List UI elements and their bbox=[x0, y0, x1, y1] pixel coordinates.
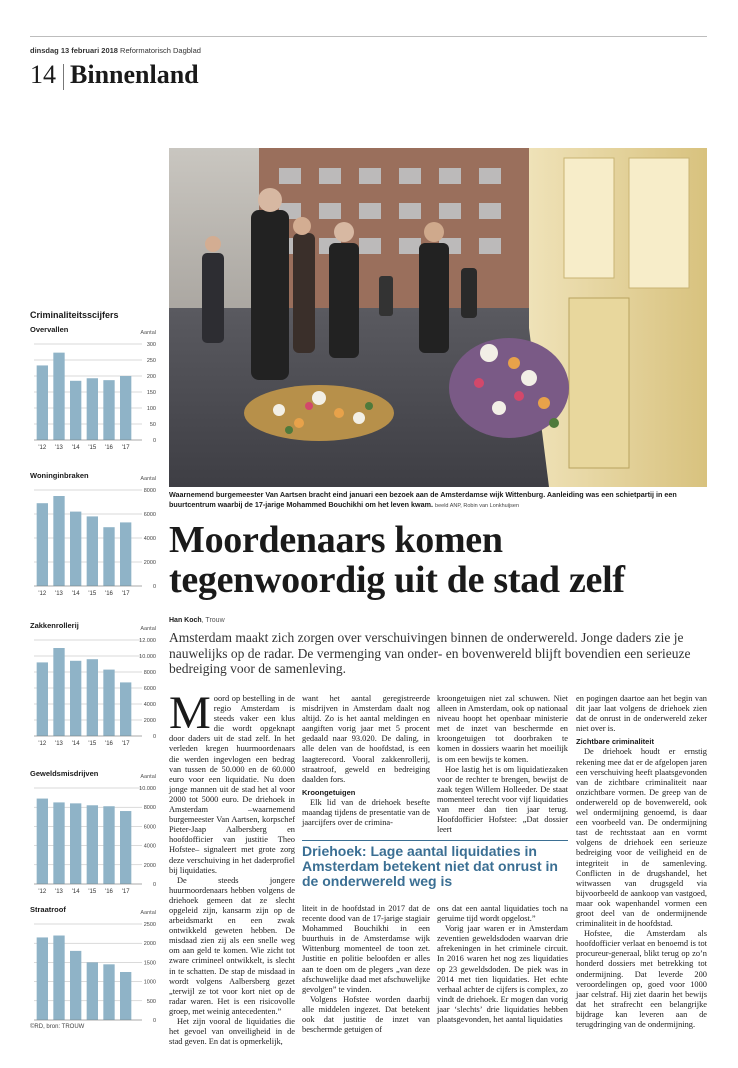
article-column-3: kroongetuigen niet zal schuwen. Niet alleen in Amsterdam, ook op nationaal niveau hoopt het openbaar ministerie met de inzet van beschermde en kroongetuigen tot doorbraken te komen in dossiers waarin het moeilijk is om een bewijs te komen. Hoe lastig het is om liquidatiezaken voor de rechter te brengen, bewijst de zaak tegen Willem Holleeder. De staat momenteel terecht voor vijf liquidaties van meer dan tien jaar terug. Hoofdofficier Hofstee: „Dat dossier leert bbox=[437, 694, 568, 835]
x-tick-label: '12 bbox=[38, 591, 47, 597]
y-tick-label: 0 bbox=[152, 584, 156, 590]
bar-overvallen-17 bbox=[120, 376, 131, 440]
photo-illustration bbox=[169, 148, 707, 487]
x-tick-label: '12 bbox=[38, 889, 47, 895]
bar-overvallen-12 bbox=[37, 365, 48, 440]
top-rule bbox=[30, 36, 707, 37]
bar-geweldsmisdrijven-16 bbox=[103, 806, 114, 884]
y-tick-label: 6000 bbox=[143, 686, 156, 692]
y-tick-label: 8000 bbox=[143, 670, 156, 676]
bar-woninginbraken-14 bbox=[70, 512, 81, 586]
x-tick-label: '13 bbox=[55, 445, 63, 451]
bar-zakkenrollerij-14 bbox=[70, 661, 81, 736]
bar-geweldsmisdrijven-14 bbox=[70, 803, 81, 884]
y-tick-label: 300 bbox=[146, 342, 156, 348]
bar-geweldsmisdrijven-15 bbox=[87, 805, 98, 884]
x-tick-label: '16 bbox=[105, 445, 113, 451]
x-tick-label: '15 bbox=[88, 741, 97, 747]
y-tick-label: 4000 bbox=[143, 843, 156, 850]
x-tick-label: '16 bbox=[105, 889, 113, 895]
chart-title-overvallen: Overvallen bbox=[30, 325, 69, 334]
y-tick-label: 4000 bbox=[143, 702, 156, 708]
subheading-zichtbare-criminaliteit: Zichtbare criminaliteit bbox=[576, 737, 654, 747]
y-tick-label: 12.000 bbox=[139, 638, 156, 644]
bar-zakkenrollerij-13 bbox=[53, 648, 64, 736]
x-tick-label: '14 bbox=[71, 445, 80, 451]
y-tick-label: 8000 bbox=[143, 488, 156, 494]
article-column-2: want het aantal geregistreerde misdrijven in Amsterdam daalt nog altijd. Zo is het aantal meldingen en aangiften vorig jaar met 5 procent gedaald naar 93.020. De daling, in alle delen van de hoofdstad, is een laagterecord. Vooral zakkenrollerij, straatroof, geweld en bedreiging daalden fors. Kroongetuigen Elk lid van de driehoek besefte maandag tijdens de presentatie van de jaarcijfers over de crimina- bbox=[302, 694, 430, 828]
x-tick-label: '17 bbox=[121, 741, 130, 747]
y-tick-label: 2500 bbox=[143, 922, 156, 928]
sidebar-title: Criminaliteitsscijfers bbox=[30, 310, 119, 320]
chart-title-straatroof: Straatroof bbox=[30, 905, 66, 914]
x-tick-label: '17 bbox=[121, 889, 130, 895]
pull-quote: Driehoek: Lage aantal liquidaties in Amsterdam betekent niet dat onrust in de onderwereld weg is bbox=[302, 840, 568, 889]
x-tick-label: '17 bbox=[121, 591, 130, 597]
dateline: dinsdag 13 februari 2018 Reformatorisch Dagblad bbox=[30, 46, 201, 55]
x-tick-label: '14 bbox=[71, 591, 80, 597]
page-number: 14 bbox=[30, 60, 56, 89]
bar-straatroof-12 bbox=[37, 937, 48, 1020]
article-column-4: en pogingen daartoe aan het begin van dit jaar laat volgens de driehoek zien dat de onrust in de onderwereld zeker niet over is. Zichtbare criminaliteit De driehoek houdt er ernstig rekening mee dat er de afgelopen jaren een verschuiving heeft plaatsgevonden van de zichtbare criminaliteit naar onzichtbare vormen. De greep van de onderwereld op de bovenwereld, ook wel ondermijning genoemd, is daar een voorbeeld van. De ondermijning tast de rechtsstaat aan en vormt volgens de driehoek een serieuze bedreiging voor de veiligheid en de integriteit in de samenleving. Conflicten in de drugshandel, het witwassen van drugsgeld via bijvoorbeeld de aankoop van vastgoed, maar ook wapenhandel vormen een groot deel van de ondermijnende criminaliteit in de hoofdstad. Hofstee, die Amsterdam als hoofdofficier verlaat en benoemd is tot procureur-generaal, blikt terug op zo’n honderd dossiers met betrekking tot ondermijning. Dat leverde 200 veroordelingen op, goed voor 1000 jaar celstraf. Hij ziet daarin het bewijs dat het strafrecht een belangrijke bijdrage kan leveren aan de terugdringing van de ondermijning. bbox=[576, 694, 707, 1029]
chart-ylabel-overvallen: Aantal bbox=[140, 330, 156, 336]
y-tick-label: 2000 bbox=[143, 862, 156, 869]
x-tick-label: '12 bbox=[38, 741, 47, 747]
x-tick-label: '15 bbox=[88, 591, 97, 597]
x-tick-label: '15 bbox=[88, 889, 97, 895]
y-tick-label: 10.000 bbox=[139, 654, 156, 660]
headline-line-2: tegenwoordig uit de stad zelf bbox=[169, 559, 625, 601]
x-tick-label: '16 bbox=[105, 741, 113, 747]
x-tick-label: '13 bbox=[55, 889, 63, 895]
y-tick-label: 200 bbox=[146, 374, 156, 380]
y-tick-label: 0 bbox=[152, 734, 156, 740]
y-tick-label: 1000 bbox=[143, 979, 156, 986]
chart-ylabel-straatroof: Aantal bbox=[140, 910, 156, 916]
section-divider bbox=[63, 64, 64, 90]
y-tick-label: 100 bbox=[146, 406, 156, 412]
y-tick-label: 0 bbox=[152, 438, 156, 444]
crime-charts bbox=[30, 322, 162, 1022]
y-tick-label: 0 bbox=[152, 1018, 156, 1022]
bar-straatroof-14 bbox=[70, 951, 81, 1020]
chart-title-geweldsmisdrijven: Geweldsmisdrijven bbox=[30, 769, 99, 778]
y-tick-label: 2000 bbox=[143, 941, 156, 948]
bar-woninginbraken-12 bbox=[37, 503, 48, 586]
chart-title-woninginbraken: Woninginbraken bbox=[30, 471, 89, 480]
y-tick-label: 6000 bbox=[143, 824, 156, 831]
bar-straatroof-13 bbox=[53, 936, 64, 1020]
chart-ylabel-zakkenrollerij: Aantal bbox=[140, 626, 156, 632]
article-column-3-lower: ons dat een aantal liquidaties toch na geruime tijd wordt opgelost.” Vorig jaar waren er in Amsterdam zeventien geweldsdoden waarvan drie afrekeningen in het criminele circuit. In 2016 waren het nog zes liquidaties op 23 geweldsdoden. De piek was in 2014 met tien liquidaties. Het echte verhaal achter de cijfers is complex, zo vindt de driehoek. Er mogen dan vorig jaar ‘slechts’ drie liquidaties hebben plaatsgevonden, het aantal liquidaties bbox=[437, 904, 568, 1025]
bar-geweldsmisdrijven-17 bbox=[120, 811, 131, 884]
bar-woninginbraken-17 bbox=[120, 522, 131, 586]
chart-source: ©RD, bron: TROUW bbox=[30, 1024, 85, 1030]
y-tick-label: 1500 bbox=[143, 960, 156, 967]
news-photo bbox=[169, 148, 707, 487]
y-tick-label: 150 bbox=[146, 390, 156, 396]
x-tick-label: '13 bbox=[55, 741, 63, 747]
bar-zakkenrollerij-12 bbox=[37, 662, 48, 736]
bar-straatroof-17 bbox=[120, 972, 131, 1020]
drop-cap: M bbox=[169, 687, 211, 739]
x-tick-label: '16 bbox=[105, 591, 113, 597]
y-tick-label: 6000 bbox=[143, 512, 156, 518]
bar-woninginbraken-16 bbox=[103, 527, 114, 586]
photo-caption: Waarnemend burgemeester Van Aartsen bracht eind januari een bezoek aan de Amsterdamse wijk Wittenburg. Aanleiding was een schietpartij in een buurtcentrum waarbij de 17-jarige Mohammed Bouchikhi om het leven kwam. beeld ANP, Robin van Lonkhuijsen bbox=[169, 490, 677, 509]
x-tick-label: '17 bbox=[121, 445, 130, 451]
bar-zakkenrollerij-15 bbox=[87, 659, 98, 736]
y-tick-label: 4000 bbox=[143, 536, 156, 542]
article-column-2-lower: liteit in de hoofdstad in 2017 dat de recente dood van de 17-jarige stagiair Mohammed Bouchikhi in een buurthuis in de Amsterdamse wijk Wittenburg momenteel de toon zet. Justitie en politie beloofden er alles aan te doen om de plegers „van deze afschuwelijke daad met afschuwelijke gevolgen” te vinden. Volgens Hofstee worden daarbij alle middelen ingezet. Dat betekent ook dat justitie de inzet van beschermde getuigen of bbox=[302, 904, 430, 1035]
headline bbox=[169, 520, 709, 600]
bar-geweldsmisdrijven-13 bbox=[53, 802, 64, 884]
y-tick-label: 2000 bbox=[143, 718, 156, 724]
bar-overvallen-13 bbox=[53, 353, 64, 440]
section-title: Binnenland bbox=[70, 60, 199, 89]
bar-woninginbraken-13 bbox=[53, 496, 64, 586]
chart-ylabel-geweldsmisdrijven: Aantal bbox=[140, 774, 156, 780]
y-tick-label: 250 bbox=[146, 358, 156, 364]
x-tick-label: '12 bbox=[38, 445, 47, 451]
y-tick-label: 500 bbox=[146, 998, 156, 1005]
x-tick-label: '15 bbox=[88, 445, 97, 451]
y-tick-label: 2000 bbox=[143, 560, 156, 566]
chart-title-zakkenrollerij: Zakkenrollerij bbox=[30, 621, 79, 630]
bar-overvallen-14 bbox=[70, 381, 81, 440]
x-tick-label: '14 bbox=[71, 889, 80, 895]
y-tick-label: 50 bbox=[149, 422, 156, 428]
x-tick-label: '14 bbox=[71, 741, 80, 747]
y-tick-label: 8000 bbox=[143, 805, 156, 812]
bar-overvallen-15 bbox=[87, 378, 98, 440]
x-tick-label: '13 bbox=[55, 591, 63, 597]
intro: Amsterdam maakt zich zorgen over verschuivingen binnen de onderwereld. Jonge daders zie je nauwelijks op de radar. De vermenging van onder- en bovenwereld blijft bovendien een serieuze bedreiging voor de samenleving. bbox=[169, 630, 691, 676]
article-column-1: M oord op bestelling in de regio Amsterdam is steeds vaker een klus die wordt opgeknapt door daders uit de stad zelf. In het verleden kregen huurmoordenaars die werden ingevlogen een bedrag van tussen de 50.000 en de 60.000 euro voor een liquidatie. Nu doen jonge mannen uit de stad het al voor 2000 tot 5000 euro. De driehoek in Amsterdam –waarnemend burgemeester Van Aartsen, korpschef Pieter-Jaap Aalbersberg en hoofdofficier van justitie Theo Hofstee– signaleert met grote zorg deze verschuiving in het daderprofiel bij liquidaties. De steeds jongere huurmoordenaars hebben volgens de driehoek gemeen dat ze slecht opgeleid zijn, kansarm zijn op de arbeidsmarkt en een zwak ontwikkeld geweten hebben. De misdaad zien zij als een snelle weg om aan geld te komen. Wie zicht tot zware crimineel ontwikkelt, is slecht in te schatten. De stap de misdaad in wordt volgens Aalbersberg gezet „terwijl ze tot voor kort niet op de radar waren. Het is een risicovolle groep, met weinig antecedenten.” Het zijn vooral de liquidaties die het gevoel van onveiligheid in de stad geven. En dat is opmerkelijk, bbox=[169, 687, 295, 1047]
y-tick-label: 10.000 bbox=[139, 786, 156, 792]
bar-overvallen-16 bbox=[103, 380, 114, 440]
y-tick-label: 0 bbox=[152, 882, 156, 888]
bar-zakkenrollerij-17 bbox=[120, 682, 131, 736]
bar-straatroof-15 bbox=[87, 962, 98, 1020]
byline: Han Koch, Trouw bbox=[169, 617, 225, 624]
bar-woninginbraken-15 bbox=[87, 516, 98, 586]
bar-zakkenrollerij-16 bbox=[103, 670, 114, 736]
headline-line-1: Moordenaars komen bbox=[169, 519, 503, 561]
bar-geweldsmisdrijven-12 bbox=[37, 799, 48, 884]
chart-ylabel-woninginbraken: Aantal bbox=[140, 476, 156, 482]
bar-straatroof-16 bbox=[103, 964, 114, 1020]
subheading-kroongetuigen: Kroongetuigen bbox=[302, 787, 356, 797]
